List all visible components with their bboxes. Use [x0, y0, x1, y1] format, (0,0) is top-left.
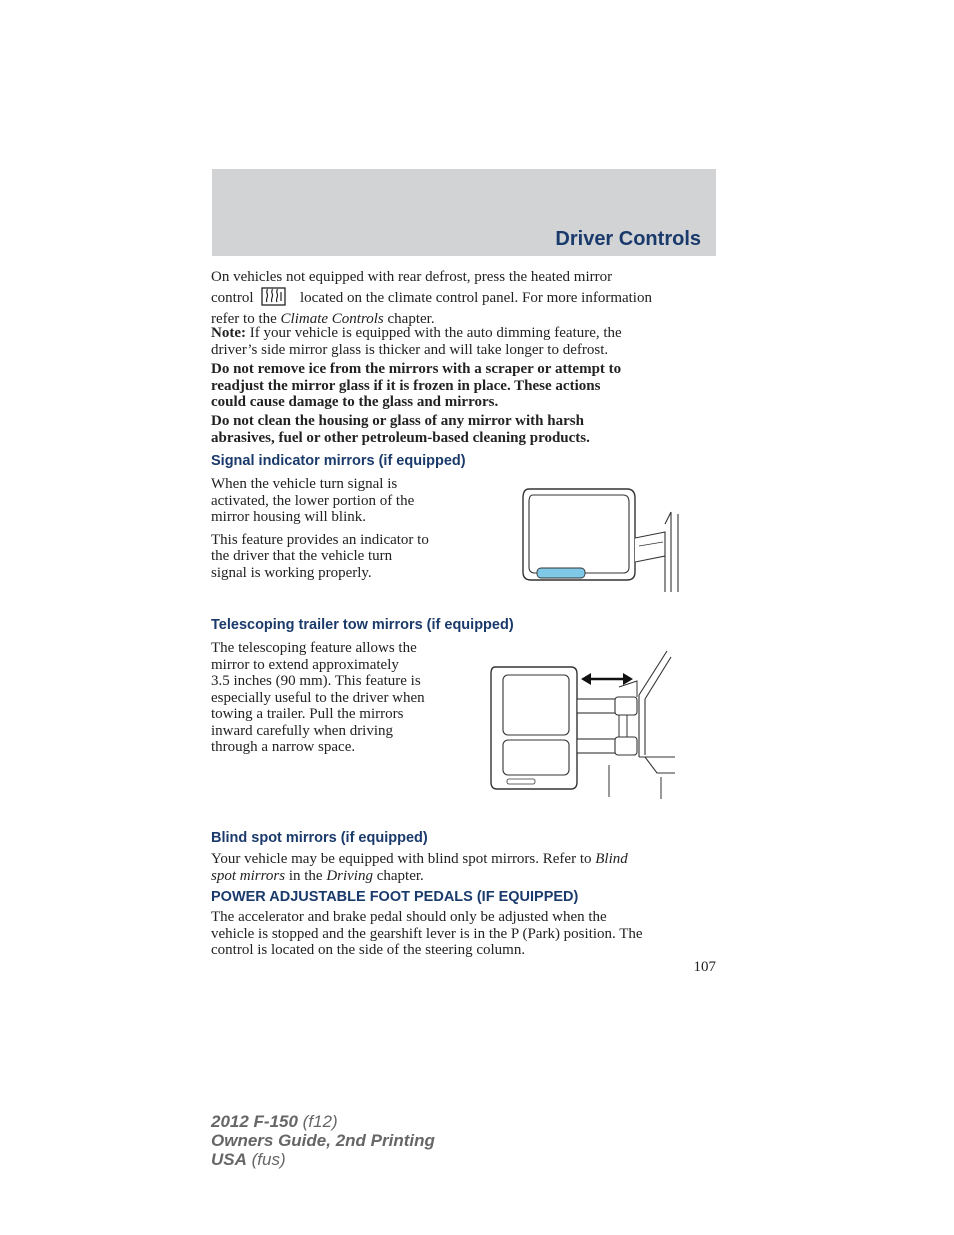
intro-text: control	[211, 289, 254, 306]
footer-line	[211, 1112, 435, 1131]
chapter-header-band	[212, 169, 716, 256]
pedals-line: The accelerator and brake pedal should only be adjusted when the	[211, 909, 607, 925]
pedals-line: vehicle is stopped and the gearshift lever is in the P (Park) position. The	[211, 925, 643, 942]
footer-code: (fus)	[246, 1150, 286, 1169]
telescoping-line: towing a trailer. Pull the mirrors	[211, 706, 404, 722]
tow-mirror-illustration	[489, 647, 679, 807]
signal-line: mirror housing will blink.	[211, 509, 366, 525]
signal-line: activated, the lower portion of the	[211, 492, 415, 509]
blind-spot-mirrors-text	[211, 851, 716, 884]
blind-spot-reference: spot mirrors	[211, 867, 286, 884]
warning-line: abrasives, fuel or other petroleum-based cleaning products.	[211, 429, 590, 446]
pedals-line: control is located on the side of the steering column.	[211, 942, 526, 958]
telescoping-line: The telescoping feature allows the	[211, 640, 417, 656]
signal-mirrors-text	[211, 476, 481, 581]
intro-line	[211, 287, 716, 311]
telescoping-mirrors-text	[211, 640, 481, 756]
telescoping-line: inward carefully when driving	[211, 722, 394, 739]
signal-light	[537, 568, 585, 578]
blindspot-line	[211, 851, 716, 868]
blindspot-text: in the	[288, 867, 323, 884]
warning-line: Do not remove ice from the mirrors with a scraper or attempt to	[211, 361, 622, 377]
climate-controls-reference: Climate Controls	[280, 311, 384, 327]
intro-text: located on the climate control panel. For more information	[300, 289, 652, 306]
intro-text: refer to the	[211, 311, 277, 327]
warning-cleaning	[211, 413, 716, 446]
blindspot-text: Your vehicle may be equipped with blind spot mirrors. Refer to	[211, 851, 592, 867]
chapter-title: Driver Controls	[555, 228, 701, 250]
signal-line: When the vehicle turn signal is	[211, 476, 398, 492]
blind-spot-reference: Blind	[595, 851, 628, 867]
blindspot-line	[211, 868, 716, 885]
telescoping-line: mirror to extend approximately	[211, 656, 399, 673]
intro-text: chapter.	[387, 311, 435, 327]
blind-spot-mirrors-heading: Blind spot mirrors (if equipped)	[211, 830, 428, 846]
intro-line: On vehicles not equipped with rear defrost, press the heated mirror	[211, 269, 613, 285]
signal-mirrors-heading: Signal indicator mirrors (if equipped)	[211, 453, 466, 469]
intro-paragraph	[211, 269, 716, 328]
footer-code: (f12)	[297, 1112, 338, 1131]
footer-region: USA	[211, 1150, 247, 1169]
telescoping-line: through a narrow space.	[211, 739, 356, 755]
telescoping-line: especially useful to the driver when	[211, 689, 425, 706]
warning-scraper	[211, 361, 716, 411]
footer-line	[211, 1150, 435, 1169]
telescoping-line: 3.5 inches (90 mm). This feature is	[211, 673, 421, 689]
foot-pedals-text	[211, 909, 721, 959]
footer-model: 2012 F-150	[211, 1112, 298, 1131]
note-text: driver’s side mirror glass is thicker and will take longer to defrost.	[211, 341, 609, 358]
note-line	[211, 325, 716, 342]
heated-mirror-icon	[261, 287, 286, 311]
footer-edition: Owners Guide, 2nd Printing	[211, 1131, 435, 1150]
signal-mirror-illustration	[519, 484, 684, 599]
warning-line: Do not clean the housing or glass of any mirror with harsh	[211, 413, 584, 429]
document-footer	[211, 1112, 435, 1169]
note-paragraph	[211, 325, 716, 358]
signal-line: This feature provides an indicator to	[211, 531, 429, 548]
signal-line: the driver that the vehicle turn	[211, 548, 393, 564]
page-number: 107	[693, 959, 716, 975]
note-text: If your vehicle is equipped with the auto dimming feature, the	[249, 325, 622, 341]
warning-line: readjust the mirror glass if it is frozen in place. These actions	[211, 377, 601, 394]
driving-chapter-reference: Driving	[326, 867, 373, 884]
telescoping-mirrors-heading: Telescoping trailer tow mirrors (if equipped)	[211, 617, 514, 633]
foot-pedals-heading: POWER ADJUSTABLE FOOT PEDALS (IF EQUIPPED)	[211, 889, 579, 905]
blindspot-text: chapter.	[376, 867, 424, 884]
note-label: Note:	[211, 325, 246, 341]
warning-line: could cause damage to the glass and mirrors.	[211, 394, 499, 410]
signal-line: signal is working properly.	[211, 564, 372, 581]
